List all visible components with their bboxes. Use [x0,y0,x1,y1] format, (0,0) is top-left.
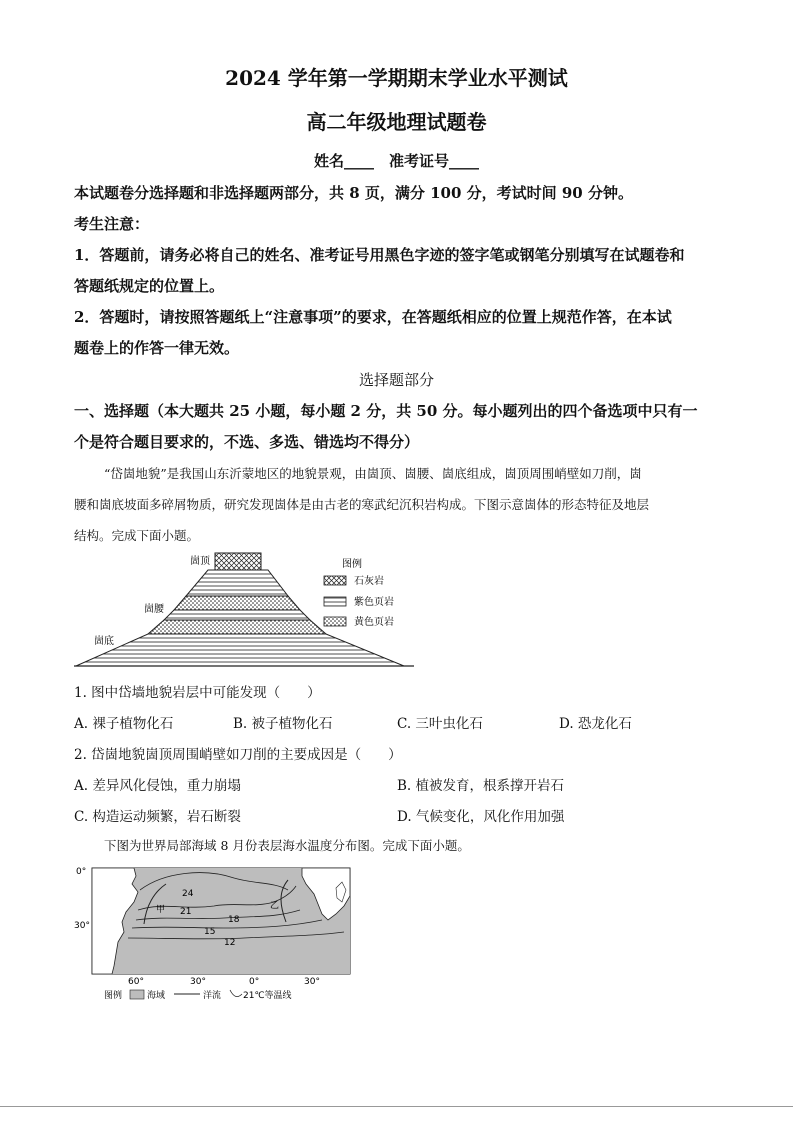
lon-30w: 30° [190,977,206,987]
mesa-diagram [74,548,414,670]
iso-12: 12 [224,938,236,948]
legend-2-title: 图例 [104,991,123,1001]
label-jia: 甲 [156,905,166,915]
q1-option-c[interactable]: C. 三叶虫化石 [397,716,483,732]
legend-isotherm: 21℃等温线 [243,991,292,1001]
q1-stem: 1. 图中岱墙地貌岩层中可能发现（ ） [74,685,321,701]
legend-sea: 海域 [147,991,166,1001]
legend-2 [104,989,292,1001]
section-title-b: 个是符合题目要求的，不选、多选、错选均不得分） [74,433,420,451]
yellow-shale-swatch [324,617,346,626]
label-waist: 崮腰 [144,604,164,615]
q2-option-a[interactable]: A. 差异风化侵蚀，重力崩塌 [74,778,241,794]
iso-18: 18 [228,915,240,925]
lon-30e: 30° [304,977,320,987]
q1-option-b[interactable]: B. 被子植物化石 [233,716,333,732]
notice-2a: 2．答题时，请按照答题纸上“注意事项”的要求，在答题纸相应的位置上规范作答，在本试 [74,308,672,326]
legend-limestone: 石灰岩 [354,576,384,587]
passage1-line1: “岱崮地貌”是我国山东沂蒙地区的地貌景观，由崮顶、崮腰、崮底组成，崮顶周围峭壁如刀削，崮 [104,466,642,481]
q2-option-c[interactable]: C. 构造运动频繁，岩石断裂 [74,809,241,825]
legend-1 [324,557,394,628]
legend-1-title: 图例 [342,559,362,570]
legend-purple-shale: 紫色页岩 [354,597,394,608]
notice-1a: 1．答题前，请务必将自己的姓名、准考证号用黑色字迹的签字笔或钢笔分别填写在试题卷和 [74,246,685,264]
limestone-swatch [324,576,346,585]
section-title-a: 一、选择题（本大题共 25 小题，每小题 2 分，共 50 分。每小题列出的四个备选项中只有一 [74,402,698,420]
passage2: 下图为世界局部海域 8 月份表层海水温度分布图。完成下面小题。 [104,838,470,853]
sst-map [74,862,364,1004]
page-bottom-rule [0,1106,793,1107]
sea-swatch [130,990,144,999]
legend-yellow-shale: 黄色页岩 [354,617,394,628]
q2-option-b[interactable]: B. 植被发育，根系撑开岩石 [397,778,565,794]
exam-title: 2024 学年第一学期期末学业水平测试 [225,66,568,90]
section-heading: 选择题部分 [358,371,434,389]
notice-title: 考生注意： [74,215,150,233]
label-yi: 乙 [270,901,280,911]
passage1-line2: 腰和崮底坡面多碎屑物质，研究发现崮体是由古老的寒武纪沉积岩构成。下图示意崮体的形态特征及地层 [74,497,650,512]
q2-option-d[interactable]: D. 气候变化，风化作用加强 [397,809,565,825]
purple-shale-swatch [324,597,346,606]
intro-line: 本试题卷分选择题和非选择题两部分，共 8 页，满分 100 分，考试时间 90 分钟。 [74,184,633,202]
iso-15: 15 [204,927,216,937]
lon-0: 0° [249,977,260,987]
isotherm-swatch-left [230,990,242,997]
exam-subtitle: 高二年级地理试题卷 [306,110,487,134]
q1-option-d[interactable]: D. 恐龙化石 [559,716,632,732]
label-bottom: 崮底 [94,636,114,647]
lon-60w: 60° [128,977,144,987]
candidate-fields: 姓名____ 准考证号____ [313,152,479,170]
lat-0: 0° [76,867,87,877]
passage1-line3: 结构。完成下面小题。 [74,528,200,543]
lat-30: 30° [74,921,90,931]
iso-24: 24 [182,889,194,899]
mesa-body [74,553,414,666]
label-top: 崮顶 [190,556,210,567]
notice-2b: 题卷上的作答一律无效。 [74,339,240,357]
legend-current: 洋流 [203,991,222,1001]
q2-stem: 2. 岱崮地貌崮顶周围峭壁如刀削的主要成因是（ ） [74,747,402,763]
iso-21: 21 [180,907,192,917]
q1-option-a[interactable]: A. 裸子植物化石 [74,716,174,732]
notice-1b: 答题纸规定的位置上。 [74,277,225,295]
